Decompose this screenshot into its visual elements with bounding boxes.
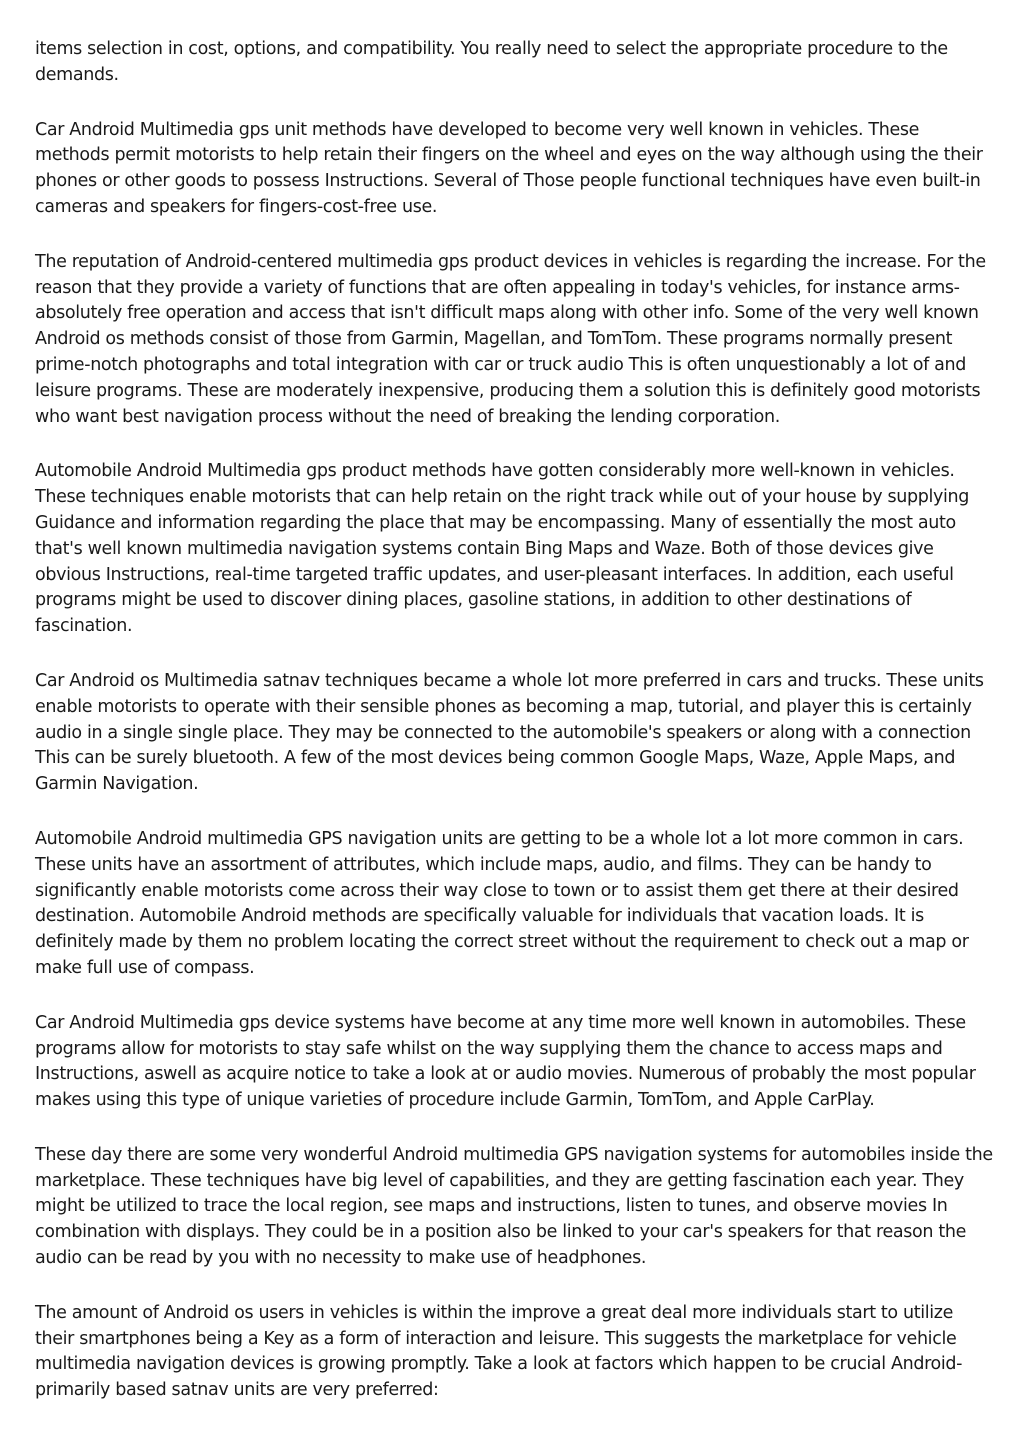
paragraph: Automobile Android multimedia GPS navigation units are getting to be a whole lot a lot more common in cars. These units have an assortment of attributes, which include maps, audio, and films. They can be handy to significantly enable motorists come across their way close to town or to assist them get there at their desired destination. Automobile Android methods are specifically valuable for individuals that vacation loads. It is definitely made by them no problem locating the correct street without the requirement to check out a map or make full use of compass. (35, 828, 969, 978)
paragraph: The reputation of Android-centered multimedia gps product devices in vehicles is regarding the increase. For the reason that they provide a variety of functions that are often appealing in today's vehicles, for instance arms-absolutely free operation and access that isn't difficult maps along with other info. Some of the very well known Android os methods consist of those from Garmin, Magellan, and TomTom. These programs normally present prime-notch photographs and total integration with car or truck audio This is often unquestionably a lot of and leisure programs. These are moderately inexpensive, producing them a solution this is definitely good motorists who want best navigation process without the need of breaking the lending corporation. (35, 251, 986, 427)
paragraph: The amount of Android os users in vehicles is within the improve a great deal more individuals start to utilize their smartphones being a Key as a form of interaction and leisure. This suggests the marketplace for vehicle multimedia navigation devices is growing promptly. Take a look at factors which happen to be crucial Android-primarily based satnav units are very preferred: (35, 1302, 963, 1401)
paragraph: Car Android os Multimedia satnav techniques became a whole lot more preferred in cars and trucks. These units enable motorists to operate with their sensible phones as becoming a map, tutorial, and player this is certainly audio in a single single place. They may be connected to the automobile's speakers or along with a connection This can be surely bluetooth. A few of the most devices being common Google Maps, Waze, Apple Maps, and Garmin Navigation. (35, 670, 984, 795)
paragraph: Car Android Multimedia gps device systems have become at any time more well known in automobiles. These programs allow for motorists to stay safe whilst on the way supplying them the chance to access maps and Instructions, aswell as acquire notice to take a look at or audio movies. Numerous of probably the most popular makes using this type of unique varieties of procedure include Garmin, TomTom, and Apple CarPlay. (35, 1012, 976, 1111)
paragraph: Automobile Android Multimedia gps product methods have gotten considerably more well-known in vehicles. These techniques enable motorists that can help retain on the right track while out of your house by supplying Guidance and information regarding the place that may be encompassing. Many of essentially the most auto that's well known multimedia navigation systems contain Bing Maps and Waze. Both of those devices give obvious Instructions, real-time targeted traffic updates, and user-pleasant interfaces. In addition, each useful programs might be used to discover dining places, gasoline stations, in addition to other destinations of fascination. (35, 461, 970, 637)
paragraph: These day there are some very wonderful Android multimedia GPS navigation systems for automobiles inside the marketplace. These techniques have big level of capabilities, and they are getting fascination each year. They might be utilized to trace the local region, see maps and instructions, listen to tunes, and observe movies In combination with displays. They could be in a position also be linked to your car's speakers for that reason the audio can be read by you with no necessity to make use of headphones. (35, 1144, 993, 1269)
document-page (35, 37, 995, 1433)
paragraph: Car Android Multimedia gps unit methods have developed to become very well known in vehicles. These methods permit motorists to help retain their fingers on the wheel and eyes on the way although using the their phones or other goods to possess Instructions. Several of Those people functional techniques have even built-in cameras and speakers for fingers-cost-free use. (35, 119, 983, 217)
paragraph: items selection in cost, options, and compatibility. You really need to select the appropriate procedure to the demands. (35, 39, 948, 85)
